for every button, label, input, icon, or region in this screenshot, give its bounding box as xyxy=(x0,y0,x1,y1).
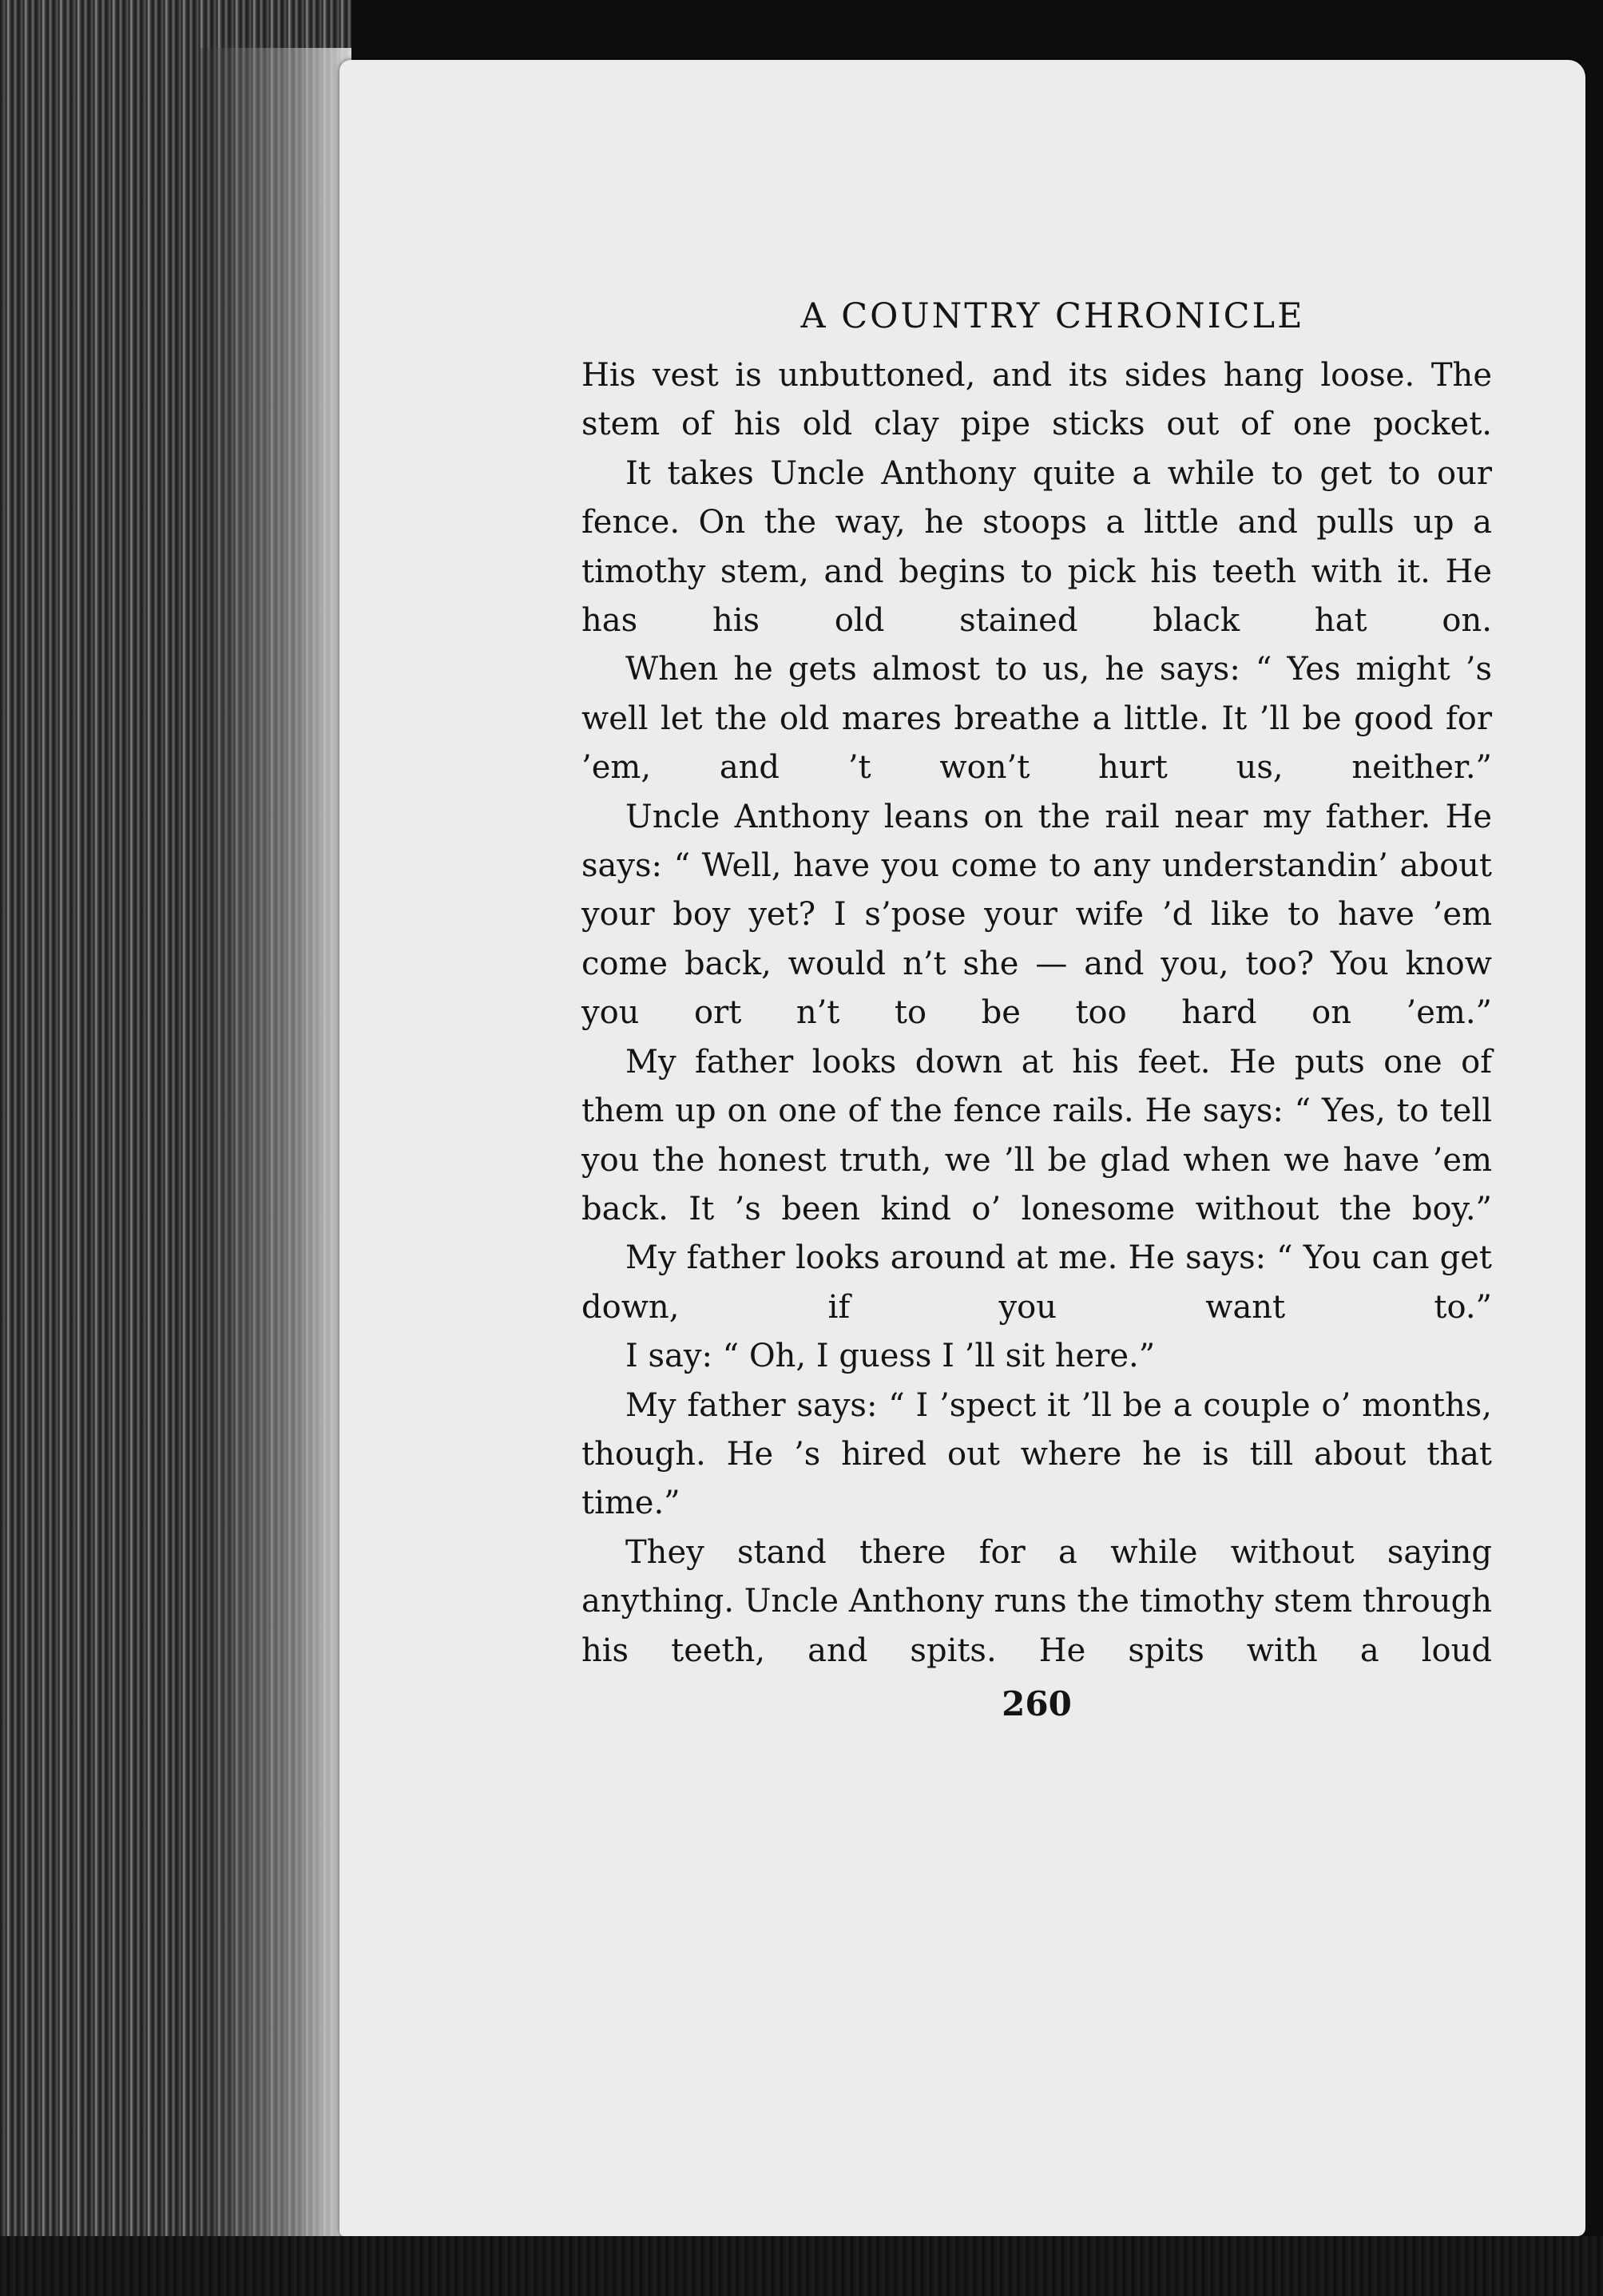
paragraph-7: I say: “ Oh, I guess I ’ll sit here.” xyxy=(625,1338,1156,1375)
paragraph-9: They stand there for a while without saying anything. Uncle Anthony runs the timothy stem through his teeth, and spits. He spits with a loud xyxy=(581,1533,1492,1669)
paragraph-2: It takes Uncle Anthony quite a while to get to our fence. On the way, he stoops a little and pulls up a timothy stem, and begins to pick his teeth with it. He has his old stained black hat on. xyxy=(581,454,1492,640)
body-text xyxy=(581,351,1492,1675)
paragraph-6: My father looks around at me. He says: “ You can get down, if you want to.” xyxy=(581,1239,1492,1326)
page-text-block xyxy=(581,294,1492,1728)
page-edge-shadow xyxy=(200,48,351,2236)
paragraph-4: Uncle Anthony leans on the rail near my father. He says: “ Well, have you come to any understandin’ about your boy yet? I s’pose your wife ’d like to have ’em come back, would n’t she — and you, too? You know you ort n’t to be too hard on ’em.” xyxy=(581,798,1492,1032)
running-head: A COUNTRY CHRONICLE xyxy=(800,296,1305,336)
paragraph-1: His vest is unbuttoned, and its sides hang loose. The stem of his old clay pipe sticks out of one pocket. xyxy=(581,357,1492,443)
scan-border xyxy=(0,2236,1603,2296)
paragraph-5: My father looks down at his feet. He puts one of them up on one of the fence rails. He says: “ Yes, to tell you the honest truth, we ’ll be glad when we have ’em back. It ’s been kind o’ lonesome without the boy.” xyxy=(581,1043,1492,1227)
paragraph-8: My father says: “ I ’spect it ’ll be a couple o’ months, though. He ’s hired out where he is till about that time.” xyxy=(581,1386,1492,1522)
page-number: 260 xyxy=(1002,1683,1072,1723)
paragraph-3: When he gets almost to us, he says: “ Yes might ’s well let the old mares breathe a little. It ’ll be good for ’em, and ’t won’t hurt us, neither.” xyxy=(581,651,1492,787)
